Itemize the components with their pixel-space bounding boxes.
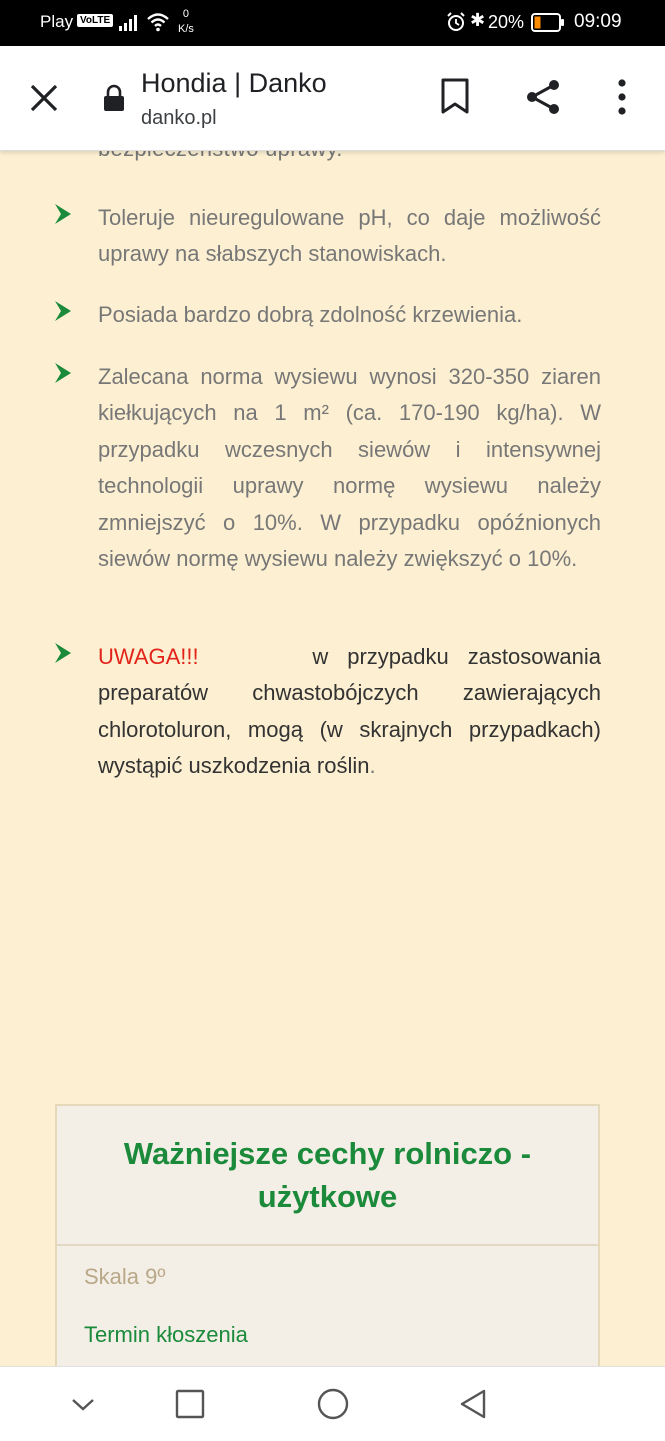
chevron-down-icon[interactable] [66,1387,100,1421]
share-icon[interactable] [524,78,562,116]
list-item-text: Posiada bardzo dobrą zdolność krzewienia. [98,302,523,327]
network-speed-unit: K/s [178,23,194,35]
chevron-right-icon [52,361,74,385]
chevron-right-icon [52,641,74,665]
warning-label: UWAGA!!! [98,644,199,669]
chevron-right-icon [52,202,74,226]
page-title: Hondia | Danko [141,68,327,98]
list-item-text: Toleruje nieuregulowane pH, co daje możliwość uprawy na słabszych stanowiskach. [98,205,601,267]
bookmark-icon[interactable] [440,78,470,114]
volte-badge: VoLTE [77,14,113,27]
warning-trailing: . [369,753,376,779]
chevron-right-icon [52,299,74,323]
traits-item-label: Termin kłoszenia [84,1322,248,1347]
network-speed [178,7,194,37]
system-nav-bar [0,1366,665,1441]
traits-scale-label: Skala 9º [84,1264,166,1289]
browser-toolbar [0,46,665,151]
page-content [0,150,665,1366]
traits-box [55,1104,600,1404]
alarm-icon [446,12,466,32]
battery-icon [531,13,565,32]
lock-icon[interactable] [102,84,126,112]
warning-text: w przypadku zastosowania preparatów chwastobójczych zawierających chlorotoluron, mogą (w skrajnych przypadkach) wystąpić uszkodzenia roślin [98,644,601,779]
more-vert-icon[interactable] [612,78,632,116]
warning-text-block [98,639,601,785]
page-url[interactable]: danko.pl [141,107,217,129]
bluetooth-icon: ✱ [470,10,486,30]
recents-icon[interactable] [173,1387,207,1421]
close-icon[interactable] [28,82,60,114]
carrier-label: Play [40,12,74,31]
back-icon[interactable] [456,1387,490,1421]
wifi-icon [146,12,170,32]
traits-heading: Ważniejsze cechy rolniczo - użytkowe [57,1106,598,1246]
network-speed-value: 0 [182,8,190,20]
battery-percent: 20% [488,12,525,32]
status-bar [0,0,665,46]
clock: 09:09 [574,11,622,32]
home-icon[interactable] [316,1387,350,1421]
signal-icon [118,14,140,32]
list-item-text: Zalecana norma wysiewu wynosi 320-350 ziaren kiełkujących na 1 m² (ca. 170-190 kg/ha). W przypadku wczesnych siewów i intensywnej technologii uprawy normę wysiewu należy zmniejszyć o 10%. W przypadku opóźnionych siewów normę wysiewu należy zwiększyć o 10%. [98,364,601,572]
